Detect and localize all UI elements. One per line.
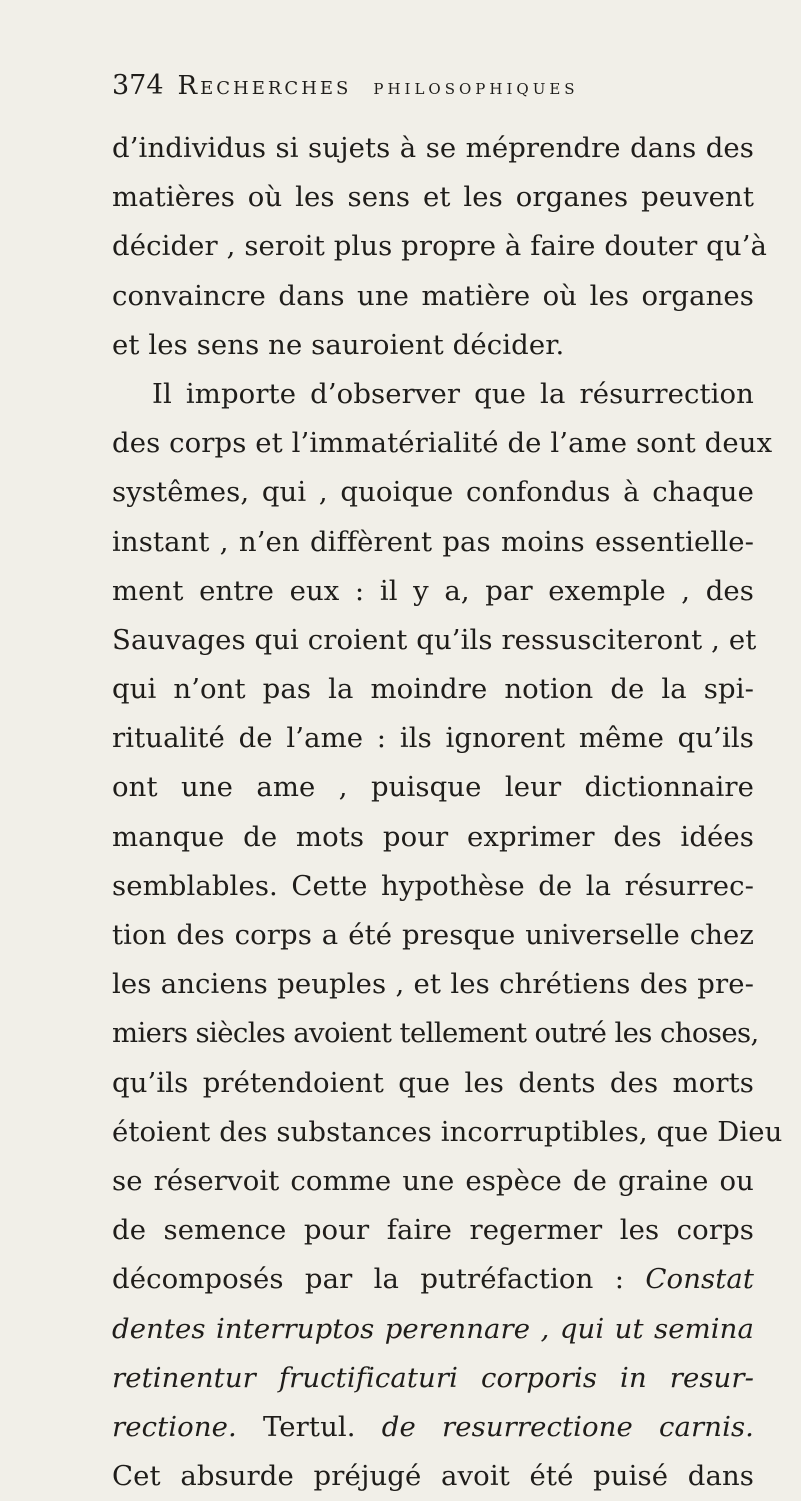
citation-author: Tertul. <box>263 1410 356 1443</box>
text-line: systêmes, qui , quoique confondus à chaque <box>112 476 754 509</box>
latin-quote-line: retinentur fructificaturi corporis in resur- <box>112 1361 754 1394</box>
text-line: de semence pour faire regermer les corps <box>112 1214 754 1247</box>
latin-quote-start: Constat <box>645 1263 755 1296</box>
text-line: ritualité de l’ame : ils ignorent même qu’ils <box>112 722 754 755</box>
latin-quote-line: dentes interruptos perennare , qui ut semina <box>112 1312 754 1345</box>
running-head <box>112 70 761 110</box>
text-line: des corps et l’immatérialité de l’ame sont deux <box>112 427 773 460</box>
citation-work: de resurrectione carnis. <box>381 1410 755 1443</box>
text-line: miers siècles avoient tellement outré les choses, <box>112 1017 759 1050</box>
text-line: convaincre dans une matière où les organes <box>112 279 754 312</box>
text-line: manque de mots pour exprimer des idées <box>112 820 754 853</box>
latin-quote-end: rectione. <box>112 1410 237 1443</box>
text-line: décider , seroit plus propre à faire douter qu’à <box>112 230 768 263</box>
text-line: et les sens ne sauroient décider. <box>112 328 565 361</box>
text-line: matières où les sens et les organes peuvent <box>112 181 754 214</box>
text-line: étoient des substances incorruptibles, que Dieu <box>112 1115 783 1148</box>
citation-line <box>112 1403 754 1452</box>
body-text <box>112 124 783 1501</box>
text-line: semblables. Cette hypothèse de la résurrec- <box>112 869 754 902</box>
text-line: tion des corps a été presque universelle chez <box>112 919 754 951</box>
running-head-word-1: Recherches <box>177 71 352 101</box>
text-line: instant , n’en diffèrent pas moins essentielle- <box>112 525 754 558</box>
text-line: se réservoit comme une espèce de graine ou <box>112 1164 754 1197</box>
text-line: qui n’ont pas la moindre notion de la spi- <box>112 673 754 706</box>
text-line: Il importe d’observer que la résurrection <box>152 377 754 410</box>
text-line: Sauvages qui croient qu’ils ressusciteront , et <box>112 623 757 656</box>
text-line <box>112 1255 754 1304</box>
text-line: Cet absurde préjugé avoit été puisé dans <box>112 1460 754 1493</box>
text-line: qu’ils prétendoient que les dents des morts <box>112 1066 754 1099</box>
running-head-word-2: philosophiques <box>373 75 579 100</box>
text-line: d’individus si sujets à se méprendre dans des <box>112 132 754 164</box>
text-line: ment entre eux : il y a, par exemple , des <box>112 574 754 607</box>
page-number: 374 <box>112 70 164 101</box>
text-line-roman: décomposés par la putréfaction : <box>112 1263 625 1296</box>
text-line: les anciens peuples , et les chrétiens des pre- <box>112 968 754 1001</box>
text-line: ont une ame , puisque leur dictionnaire <box>112 771 754 804</box>
